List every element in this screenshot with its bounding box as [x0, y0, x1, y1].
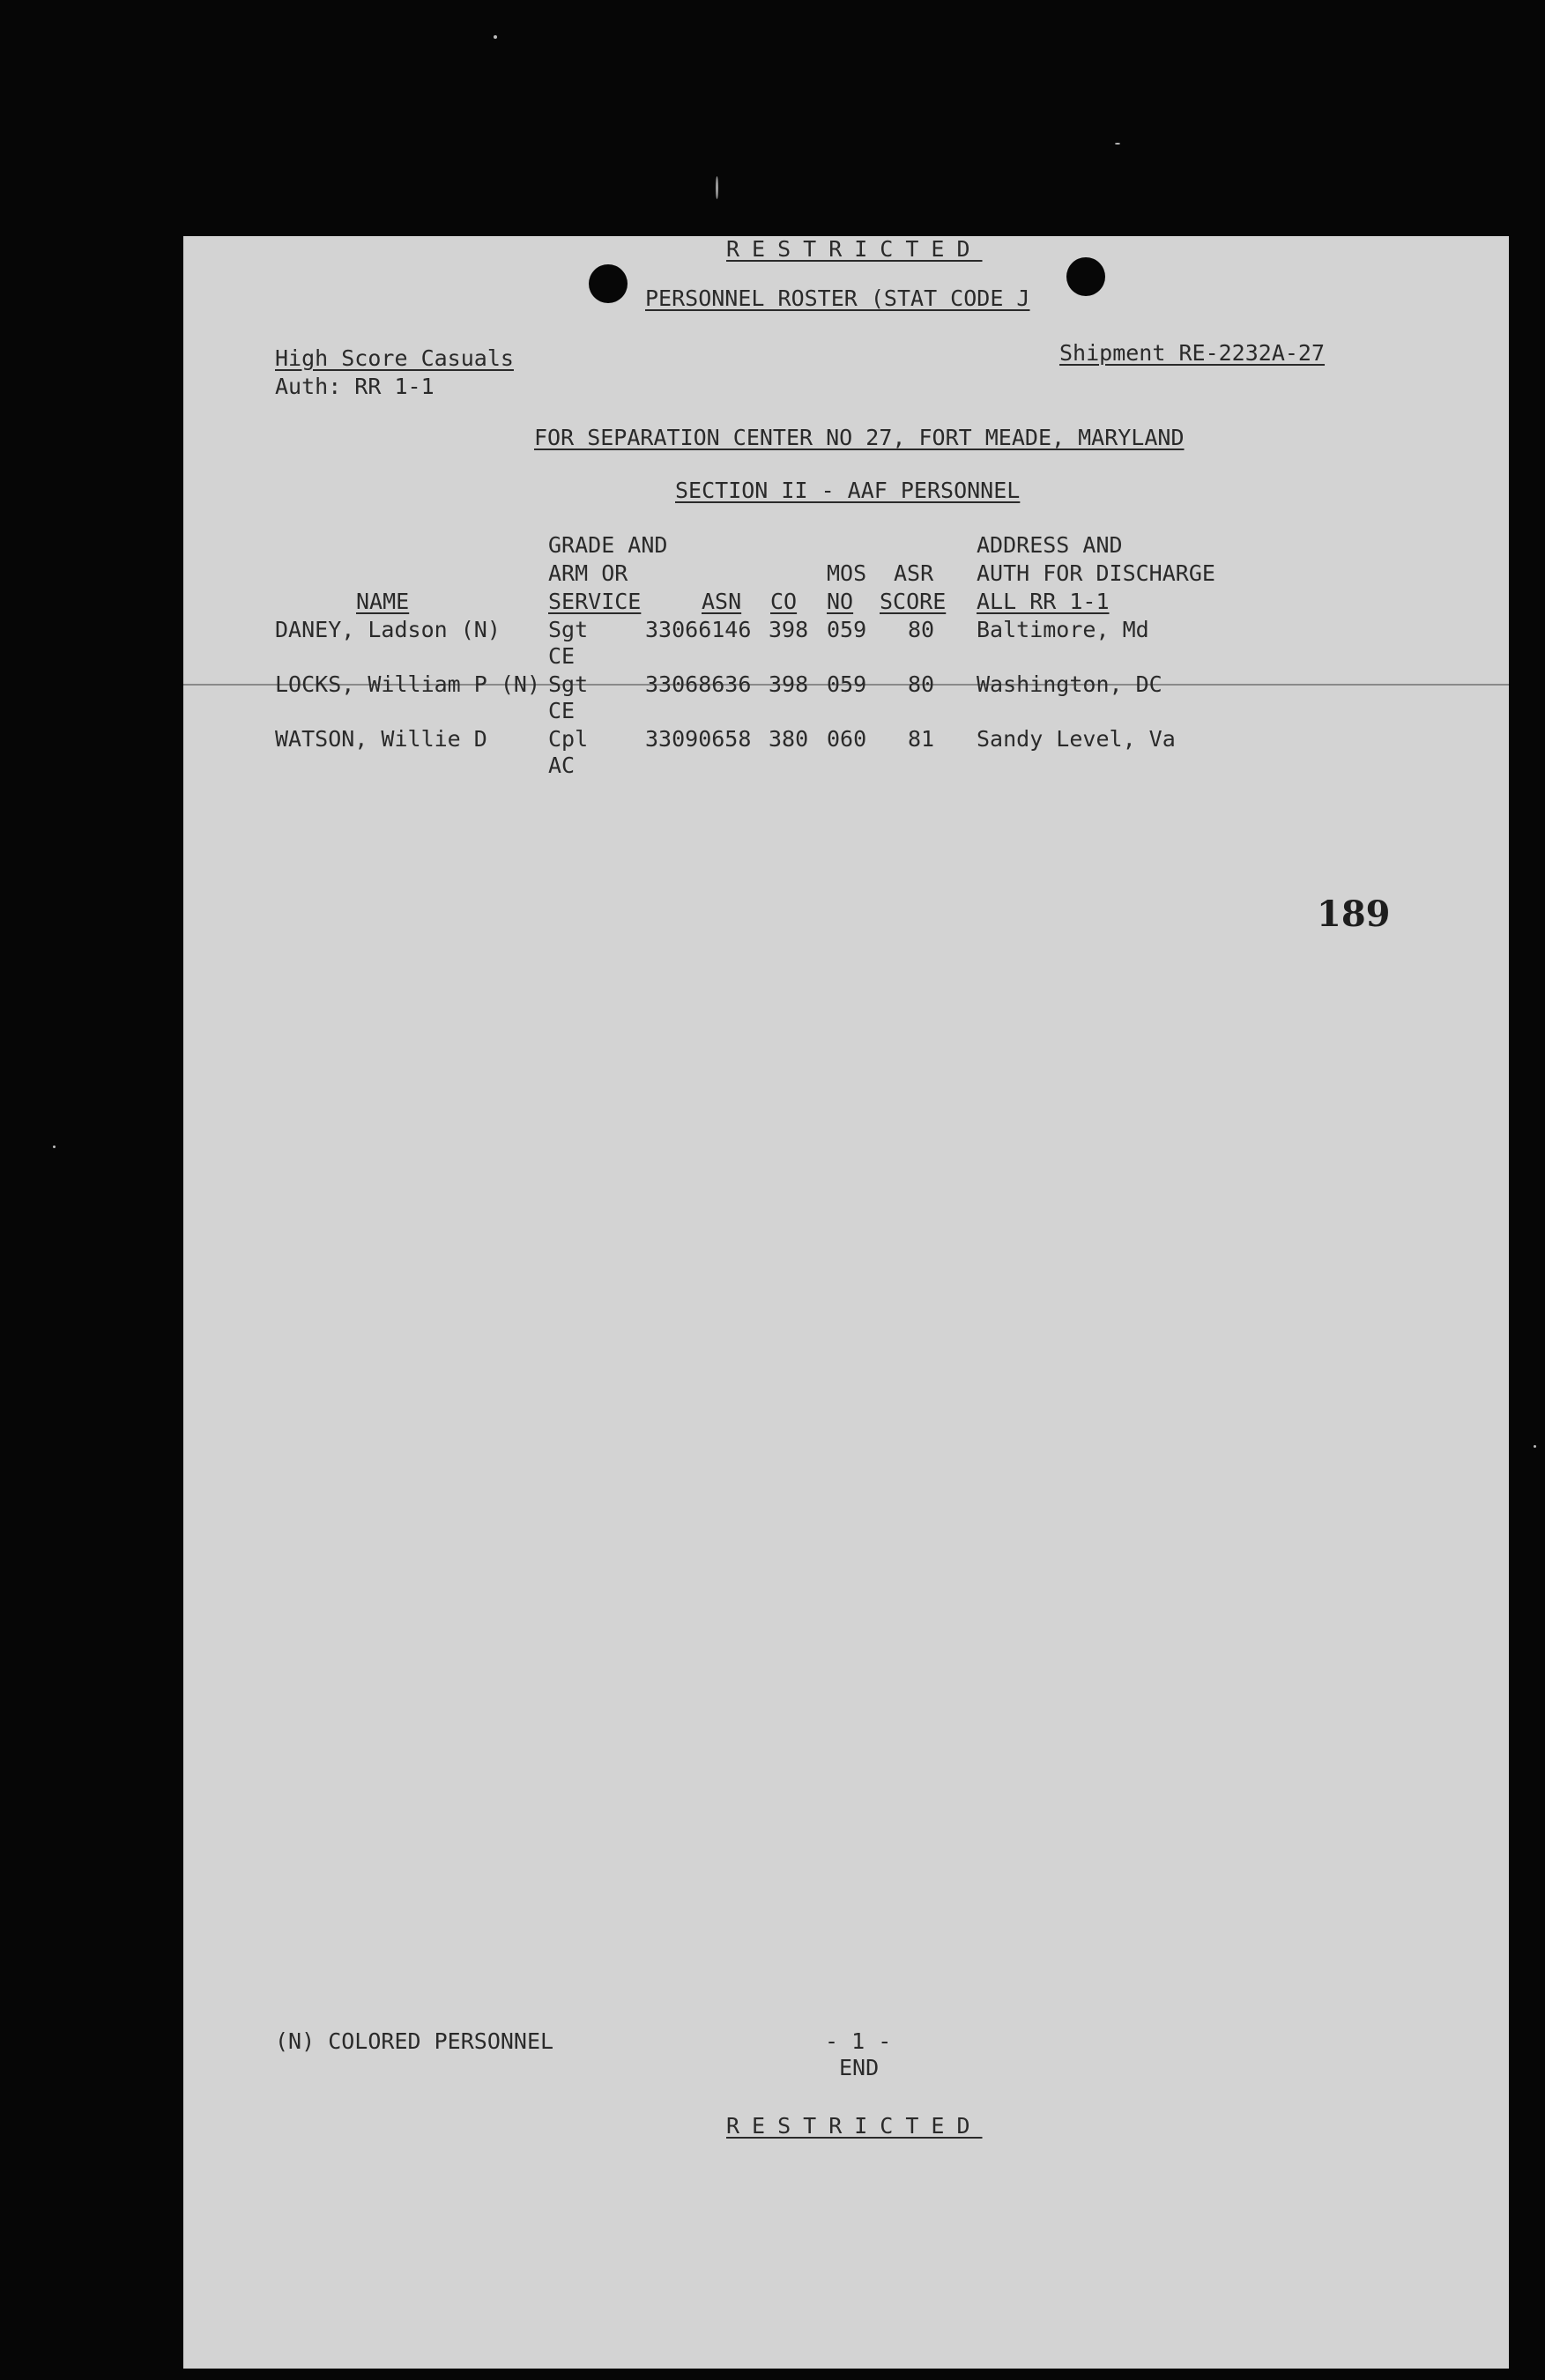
- row-arm: AC: [548, 753, 576, 778]
- row-address: Sandy Level, Va: [977, 726, 1176, 752]
- col-grade-line2: ARM OR: [548, 560, 628, 586]
- section-heading: SECTION II - AAF PERSONNEL: [675, 478, 1021, 503]
- col-asn: ASN: [702, 589, 742, 614]
- shipment-number: Shipment RE-2232A-27: [1059, 340, 1326, 366]
- punch-hole-right: [1066, 257, 1105, 296]
- unit-name: High Score Casuals: [275, 345, 514, 371]
- scan-speck: [494, 35, 497, 39]
- table-row: [183, 671, 1417, 726]
- restricted-header: RESTRICTED: [726, 236, 983, 262]
- row-name: DANEY, Ladson (N): [275, 617, 501, 642]
- restricted-footer: RESTRICTED: [726, 2113, 983, 2139]
- row-mos: 060: [827, 726, 867, 752]
- row-asn: 33066146: [645, 617, 752, 642]
- row-co: 398: [769, 671, 809, 697]
- row-asn: 33090658: [645, 726, 752, 752]
- destination-heading: FOR SEPARATION CENTER NO 27, FORT MEADE, MARYLAND: [534, 425, 1185, 450]
- row-mos: 059: [827, 617, 867, 642]
- document-page: [183, 236, 1509, 2369]
- col-address-line2: AUTH FOR DISCHARGE: [977, 560, 1215, 586]
- footnote-colored-personnel: (N) COLORED PERSONNEL: [275, 2028, 554, 2054]
- row-arm: CE: [548, 698, 576, 723]
- col-asr-line1: ASR: [894, 560, 934, 586]
- table-row: [183, 726, 1417, 781]
- row-name: WATSON, Willie D: [275, 726, 487, 752]
- scan-speck: [716, 176, 718, 199]
- scan-speck: [1115, 143, 1120, 145]
- punch-hole-left: [589, 264, 628, 303]
- row-address: Baltimore, Md: [977, 617, 1149, 642]
- col-mos-line2: NO: [827, 589, 854, 614]
- col-mos-line1: MOS: [827, 560, 867, 586]
- row-name: LOCKS, William P (N): [275, 671, 541, 697]
- row-mos: 059: [827, 671, 867, 697]
- row-grade: Cpl: [548, 726, 589, 752]
- row-co: 398: [769, 617, 809, 642]
- authority: Auth: RR 1-1: [275, 374, 435, 399]
- col-co: CO: [770, 589, 798, 614]
- row-address: Washington, DC: [977, 671, 1162, 697]
- col-address-line1: ADDRESS AND: [977, 532, 1123, 558]
- col-asr-line2: SCORE: [880, 589, 947, 614]
- row-asr: 80: [908, 671, 935, 697]
- row-arm: CE: [548, 643, 576, 669]
- roster-title: PERSONNEL ROSTER (STAT CODE J: [645, 285, 1030, 311]
- row-asn: 33068636: [645, 671, 752, 697]
- page-number: - 1 -: [825, 2028, 892, 2054]
- scan-speck: [53, 1146, 56, 1148]
- row-asr: 81: [908, 726, 935, 752]
- row-grade: Sgt: [548, 671, 589, 697]
- col-grade-line3: SERVICE: [548, 589, 642, 614]
- col-grade-line1: GRADE AND: [548, 532, 668, 558]
- end-marker: END: [839, 2055, 880, 2080]
- row-asr: 80: [908, 617, 935, 642]
- scan-speck: [1534, 1445, 1536, 1448]
- col-address-line3: ALL RR 1-1: [977, 589, 1110, 614]
- row-grade: Sgt: [548, 617, 589, 642]
- table-row: [183, 617, 1417, 671]
- row-co: 380: [769, 726, 809, 752]
- col-name: NAME: [356, 589, 410, 614]
- page-stamp-number: 189: [1317, 893, 1391, 935]
